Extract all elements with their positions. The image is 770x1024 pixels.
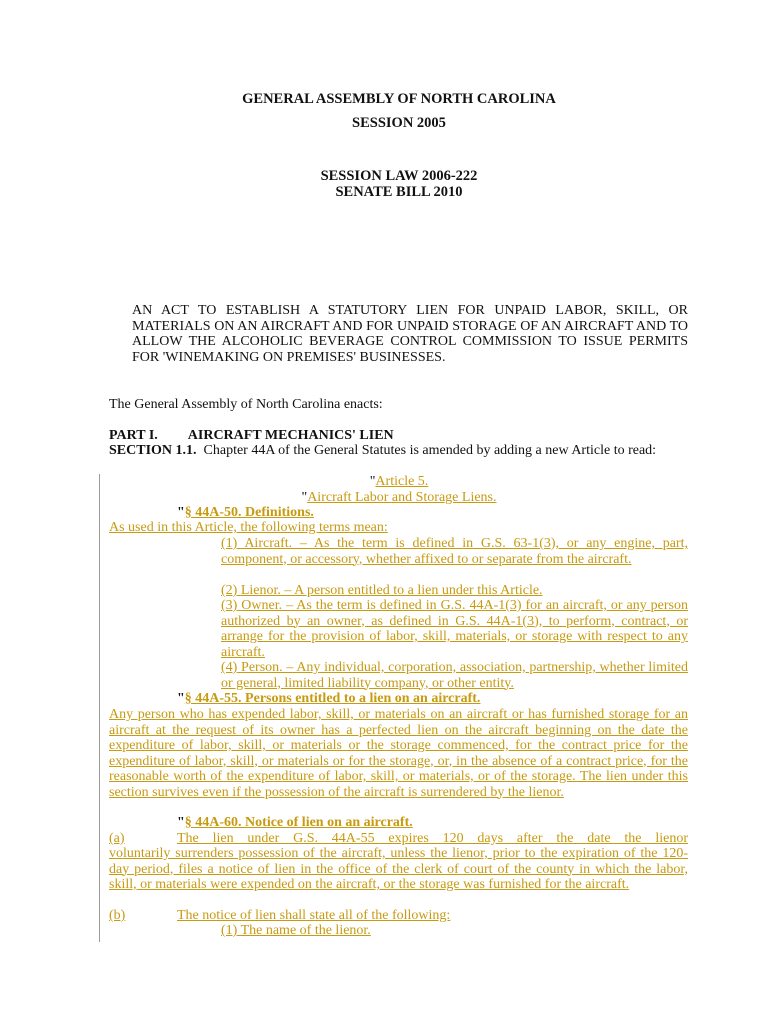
section-paragraph bbox=[109, 443, 688, 459]
subsection-a-first-line: The lien under G.S. 44A-55 expires 120 days after the date the lienor bbox=[177, 831, 688, 846]
section-44a-55-text: Any person who has expended labor, skill, or materials on an aircraft or has furnished storage for an aircraft at the request of its owner has a perfected lien on the aircraft beginning on the date the expenditure of labor, skill, or materials or the storage commenced, for the contract price for the expenditure of labor, skill, or materials or for the storage, or, in the absence of a contract price, for the reasonable worth of the expenditure of labor, skill, or materials, or of the storage. The lien under this section survives even if the possession of the aircraft is surrendered by the lienor. bbox=[109, 707, 688, 800]
definition-item: (1) Aircraft. – As the term is defined in G.S. 63-1(3), or any engine, part, component, or accessory, whether affixed to or separate from the aircraft. bbox=[221, 536, 688, 567]
section-text: Chapter 44A of the General Statutes is amended by adding a new Article to read: bbox=[203, 443, 657, 458]
section-label: SECTION 1.1. bbox=[109, 443, 197, 458]
definitions-intro: As used in this Article, the following terms mean: bbox=[109, 520, 388, 535]
subsection-b-text: The notice of lien shall state all of the following: bbox=[177, 908, 451, 923]
act-title: AN ACT TO ESTABLISH A STATUTORY LIEN FOR UNPAID LABOR, SKILL, OR MATERIALS ON AN AIRCRAFT AND FOR UNPAID STORAGE OF AN AIRCRAFT AND TO ALLOW THE ALCOHOLIC BEVERAGE CONTROL COMMISSION TO ISSUE PERMITS FOR 'WINEMAKING ON PREMISES' BUSINESSES. bbox=[132, 303, 688, 365]
revision-bar bbox=[99, 474, 100, 942]
part-label: PART I. bbox=[109, 428, 158, 443]
enacting-clause: The General Assembly of North Carolina enacts: bbox=[109, 397, 383, 412]
definition-item: (4) Person. – Any individual, corporation, association, partnership, whether limited or general, limited liability company, or other entity. bbox=[221, 660, 688, 691]
subsection-a-text: voluntarily surrenders possession of the aircraft, unless the lienor, prior to the expiration of the 120-day period, files a notice of lien in the office of the clerk of court of the county in which the labor, skill, or materials were expended on the aircraft, or the storage was furnished for the aircraft. bbox=[109, 846, 688, 892]
part-heading bbox=[109, 428, 688, 444]
assembly-heading: GENERAL ASSEMBLY OF NORTH CAROLINA bbox=[242, 91, 556, 107]
session-heading: SESSION 2005 bbox=[352, 115, 446, 131]
notice-item: (1) The name of the lienor. bbox=[221, 923, 371, 938]
section-44a-55-heading: "§ 44A-55. Persons entitled to a lien on an aircraft. bbox=[177, 691, 481, 706]
session-law-heading: SESSION LAW 2006-222 bbox=[320, 168, 478, 184]
article-title: Aircraft Labor and Storage Liens. bbox=[307, 490, 497, 505]
definition-item: (2) Lienor. – A person entitled to a lien under this Article. bbox=[221, 583, 543, 598]
senate-bill-heading: SENATE BILL 2010 bbox=[335, 184, 463, 200]
subsection-a-label: (a) bbox=[109, 831, 125, 846]
article-number-line: "Article 5. bbox=[369, 474, 429, 489]
article-number: Article 5. bbox=[375, 474, 429, 489]
article-title-line: "Aircraft Labor and Storage Liens. bbox=[301, 490, 497, 505]
subsection-b-label: (b) bbox=[109, 908, 126, 923]
section-44a-60-heading: "§ 44A-60. Notice of lien on an aircraft. bbox=[177, 815, 413, 830]
definition-item: (3) Owner. – As the term is defined in G.S. 44A-1(3) for an aircraft, or any person authorized by an owner, as defined in G.S. 44A-1(3), to perform, contract, or arrange for the provision of labor, skill, materials, or storage with respect to any aircraft. bbox=[221, 598, 688, 660]
part-title: AIRCRAFT MECHANICS' LIEN bbox=[187, 428, 394, 443]
section-44a-50-heading: "§ 44A-50. Definitions. bbox=[177, 505, 314, 520]
